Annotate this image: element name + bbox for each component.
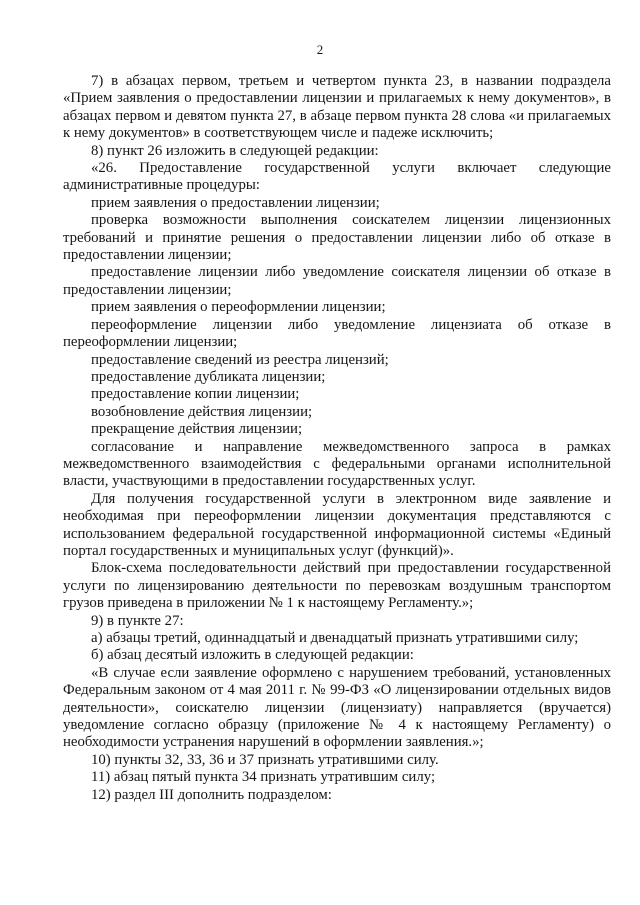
procedure-item: прием заявления о переоформлении лицензии;: [91, 299, 386, 316]
procedure-item: прекращение действия лицензии;: [91, 421, 303, 438]
paragraph-subitem-a: а) абзацы третий, одиннадцатый и двенадцатый признать утратившими силу;: [91, 630, 579, 646]
paragraph-item-9: 9) в пункте 27:: [91, 612, 184, 629]
procedure-item: предоставление дубликата лицензии;: [91, 368, 326, 385]
procedure-item: проверка возможности выполнения соискателем лицензии лицензионных требований и принятие решения о предоставлении лицензии либо об отказе в предоставлении лицензии;: [63, 212, 611, 264]
paragraph-electronic-service: Для получения государственной услуги в электронном виде заявление и необходимая при переоформлении лицензии документация представляются с использованием федеральной государственной информационной системы «Единый портал государственных и муниципальных услуг (функций)».: [63, 490, 611, 559]
document-body: [63, 73, 611, 804]
page-number: 2: [316, 42, 324, 57]
procedure-item: прием заявления о предоставлении лицензии;: [91, 194, 380, 211]
paragraph-subitem-b: б) абзац десятый изложить в следующей редакции:: [91, 647, 414, 664]
paragraph-item-8: 8) пункт 26 изложить в следующей редакции:: [91, 142, 379, 159]
procedure-item: предоставление сведений из реестра лицензий;: [91, 351, 389, 368]
procedure-item: согласование и направление межведомственного запроса в рамках межведомственного взаимодействия с федеральными органами исполнительной власти, участвующими в предоставлении государственных услуг.: [63, 438, 611, 490]
paragraph-item-11: 11) абзац пятый пункта 34 признать утратившим силу;: [91, 769, 436, 786]
procedure-item: предоставление лицензии либо уведомление соискателя лицензии об отказе в предоставлении лицензии;: [63, 264, 611, 298]
paragraph-clause-26: «26. Предоставление государственной услуги включает следующие административные процедуры:: [63, 160, 611, 194]
paragraph-item-7: 7) в абзацах первом, третьем и четвертом пункта 23, в названии подраздела «Прием заявления о предоставлении лицензии и прилагаемых к нему документов», в абзацах первом и девятом пункта 27, в абзаце первом пункта 28 слова «и прилагаемых к нему документов» в соответствующем числе и падеже исключить;: [63, 73, 611, 142]
procedure-item: предоставление копии лицензии;: [91, 386, 300, 403]
procedure-item: возобновление действия лицензии;: [91, 403, 313, 420]
paragraph-item-12: 12) раздел III дополнить подразделом:: [91, 786, 332, 803]
procedure-item: переоформление лицензии либо уведомление лицензиата об отказе в переоформлении лицензии;: [63, 316, 611, 351]
paragraph-item-10: 10) пункты 32, 33, 36 и 37 признать утратившими силу.: [91, 751, 439, 768]
paragraph-block-diagram: Блок-схема последовательности действий при предоставлении государственной услуги по лицензированию деятельности по перевозкам воздушным транспортом грузов приведена в приложении № 1 к настоящему Регламенту.»;: [63, 560, 611, 612]
paragraph-quoted-text: «В случае если заявление оформлено с нарушением требований, установленных Федеральным законом от 4 мая 2011 г. № 99-ФЗ «О лицензировании отдельных видов деятельности», соискателю лицензии (лицензиату) направляется (вручается) уведомление согласно образцу (приложение № 4 к настоящему Регламенту) о необходимости устранения нарушений в оформлении заявления.»;: [63, 664, 611, 751]
